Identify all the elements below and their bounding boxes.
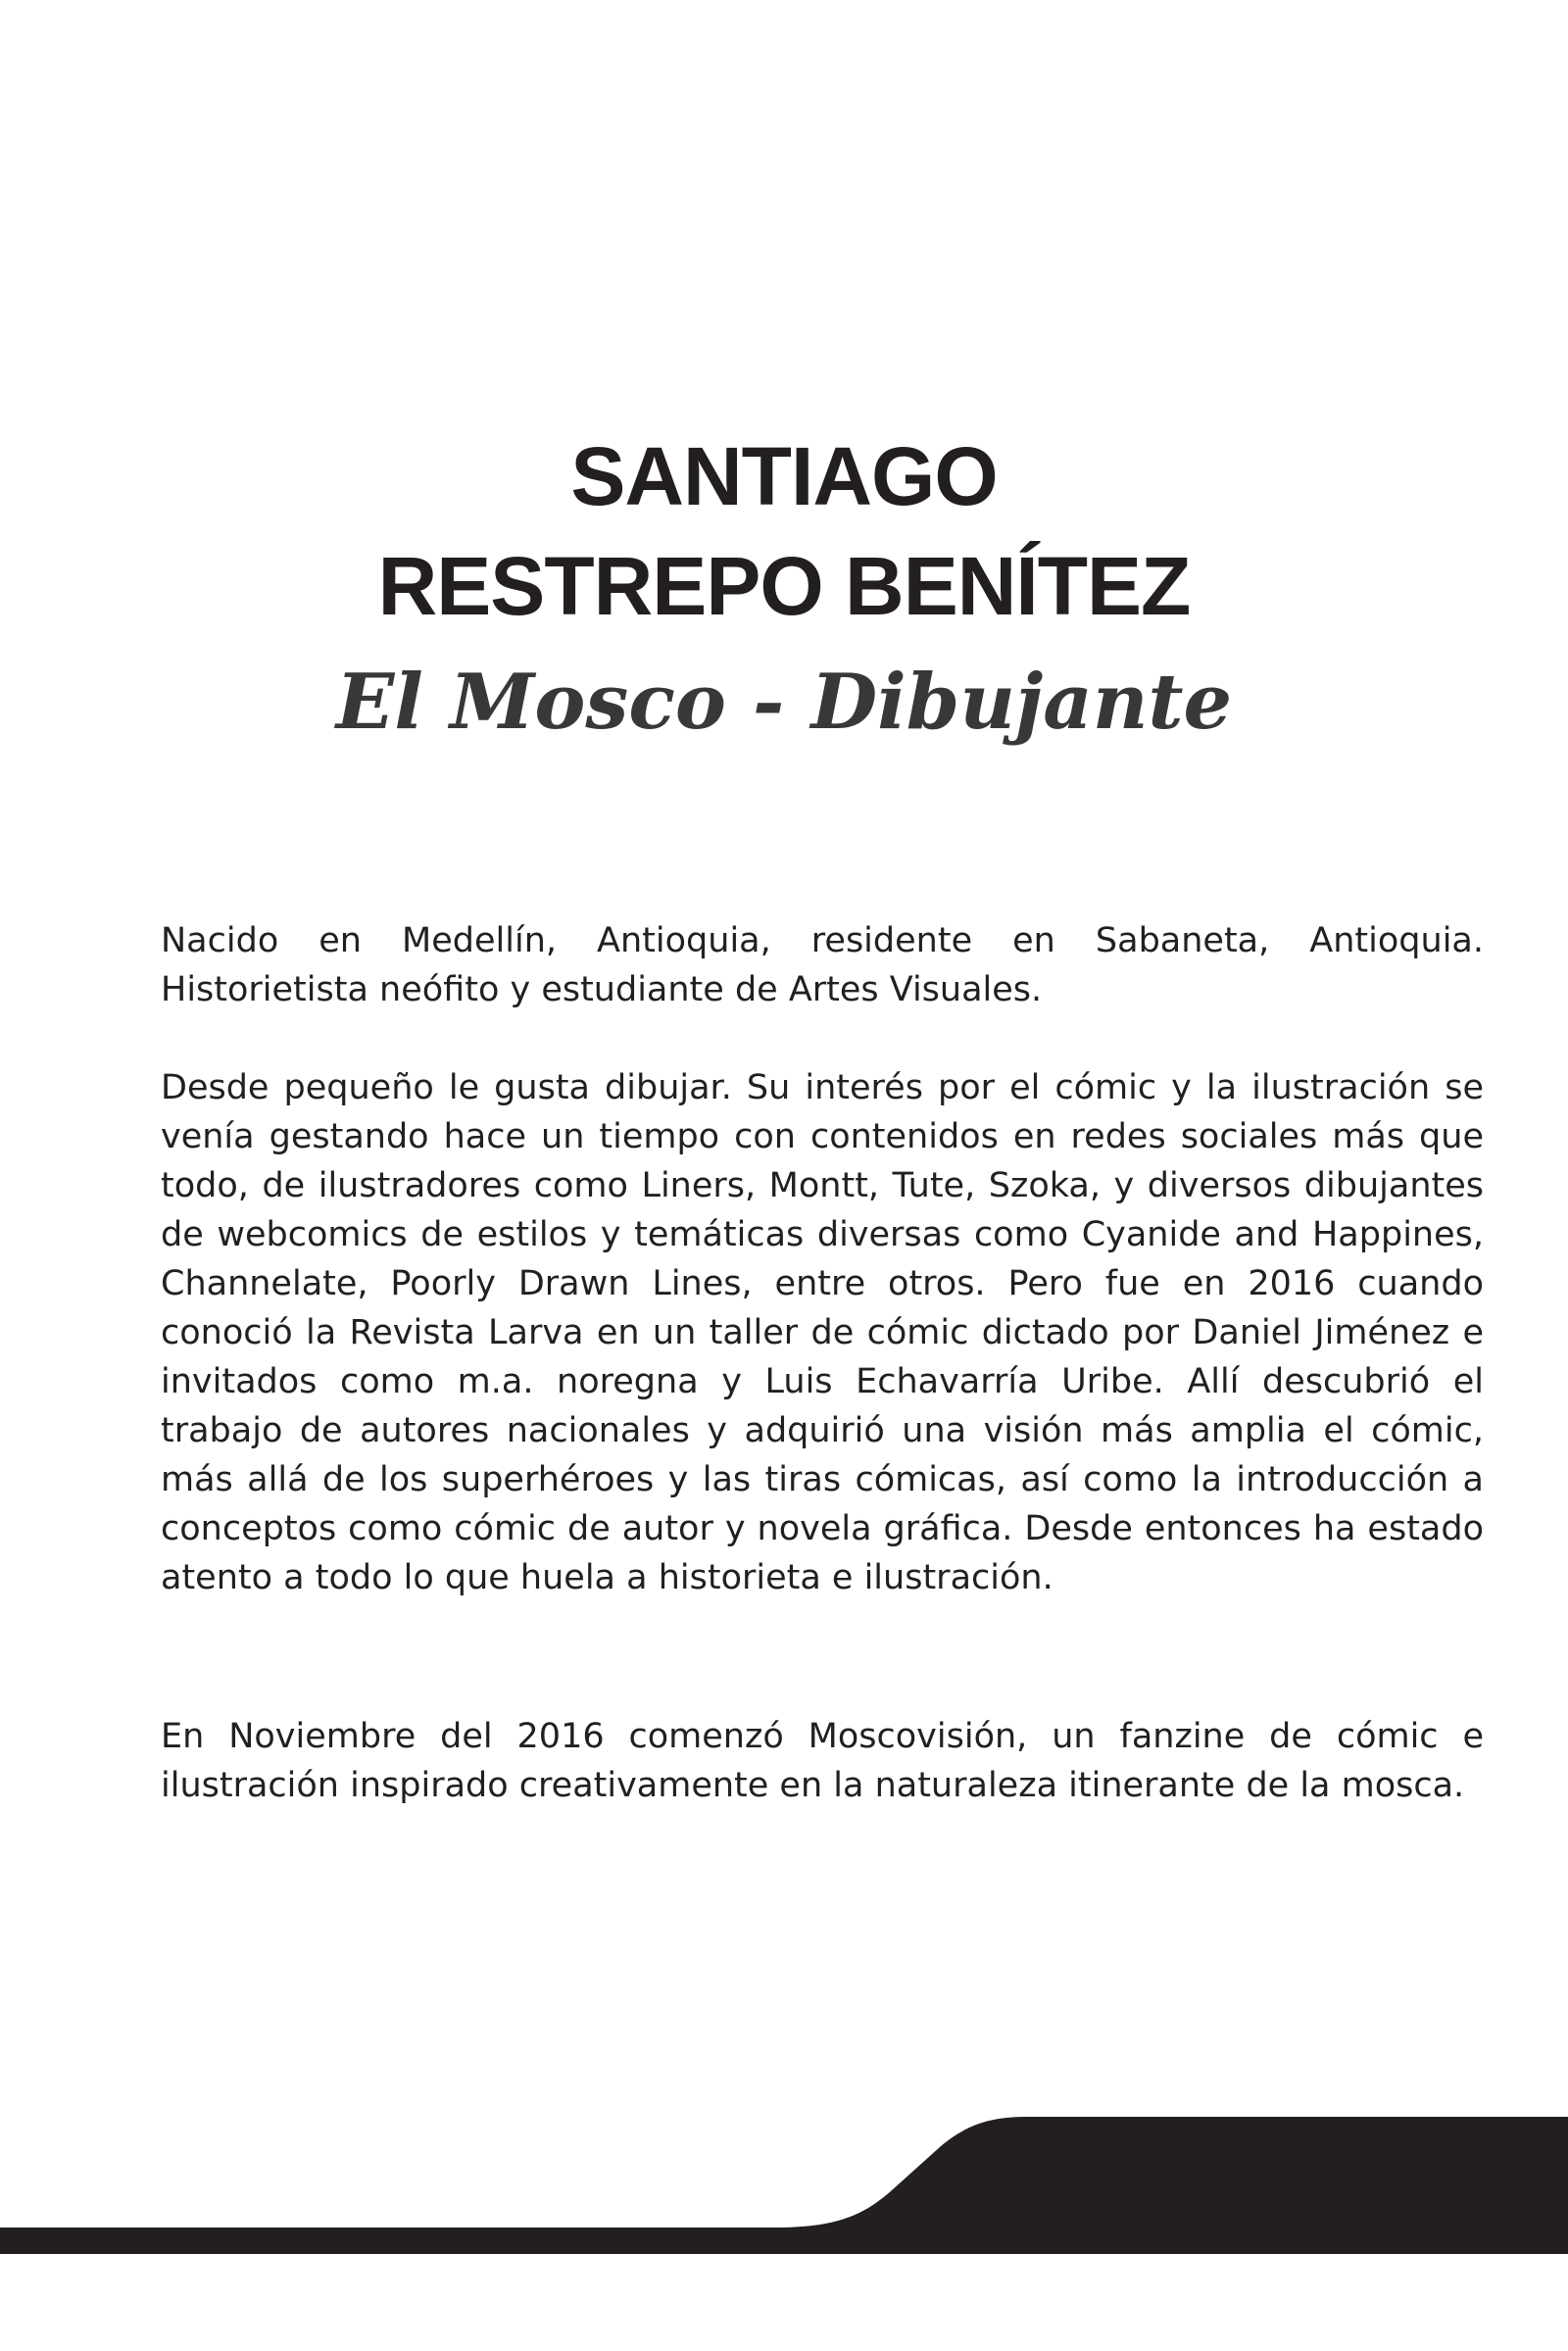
author-name-line-2: RESTREPO BENÍTEZ	[377, 540, 1191, 632]
bio-paragraph-1: Nacido en Medellín, Antioquia, residente en Sabaneta, Antioquia. Historietista neófito y estudiante de Artes Visuales.	[161, 921, 1484, 1009]
bio-paragraph-2: Desde pequeño le gusta dibujar. Su interés por el cómic y la ilustración se venía gestando hace un tiempo con contenidos en redes sociales más que todo, de ilustradores como Liners, Montt, Tute, Szoka, y diversos dibujantes de webcomics de estilos y temáticas diversas como Cyanide and Happines, Channelate, Poorly Drawn Lines, entre otros. Pero fue en 2016 cuando conoció la Revista Larva en un taller de cómic dictado por Daniel Jiménez e invitados como m.a. noregna y Luis Echavarría Uribe. Allí descubrió el trabajo de autores nacionales y adquirió una visión más amplia el cómic, más allá de los superhéroes y las tiras cómicas, así como la introducción a conceptos como cómic de autor y novela gráfica. Desde entonces ha estado atento a todo lo que huela a historieta e ilustración.	[161, 1068, 1484, 1597]
author-role-subtitle: El Mosco - Dibujante	[335, 658, 1233, 747]
footer-decorative-band	[0, 2117, 1568, 2254]
bio-paragraph-3: En Noviembre del 2016 comenzó Moscovisión, un fanzine de cómic e ilustración inspirado creativamente en la naturaleza itinerante de la mosca.	[161, 1717, 1484, 1805]
footer-band-shape	[0, 2117, 1568, 2254]
author-name-line-1: SANTIAGO	[570, 430, 998, 522]
